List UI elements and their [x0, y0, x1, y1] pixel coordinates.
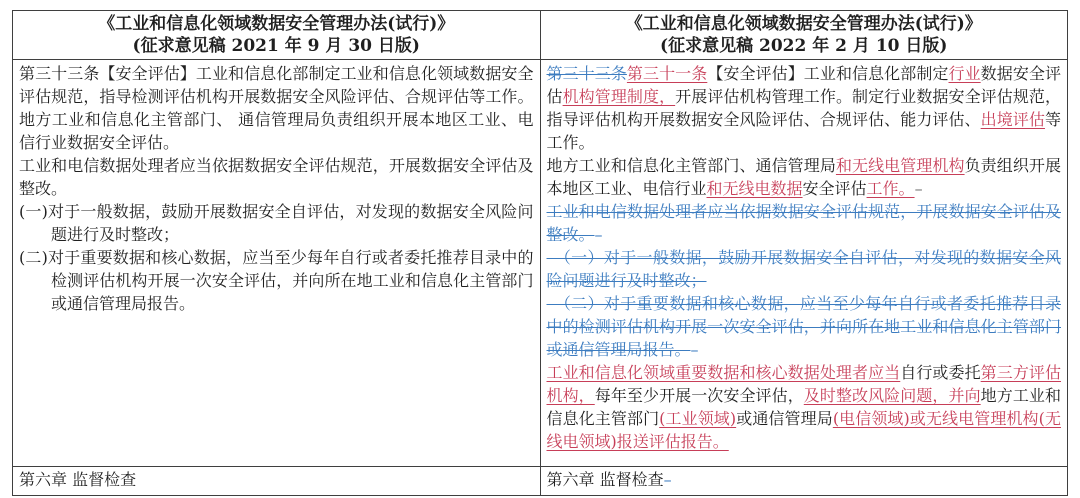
footer-row	[13, 467, 1068, 496]
deleted-text: （二）对于重要数据和核心数据，应当至少每年自行或者委托推荐目录中的检测评估机构开展一次安全评估，并向所在地工业和信息化主管部门或通信管理局报告。	[546, 294, 1061, 359]
footer-cell-old-version	[13, 467, 541, 496]
inserted-text: 第三十一条	[626, 64, 708, 83]
plain-text: 地方工业和信息化主管部门、通信管理局	[546, 156, 836, 175]
inserted-text: (电信领域)或无线电管理机构(无线电领域)报送评估报告。	[546, 409, 1061, 451]
paragraph	[19, 154, 534, 200]
revision-mark: –	[914, 179, 923, 198]
paragraph	[547, 200, 1062, 246]
footer-cell-new-version	[540, 467, 1068, 496]
inserted-text: 工作。	[866, 179, 915, 198]
plain-text: 每年至少开展一次安全评估，	[594, 386, 804, 405]
plain-text: 安全评估	[802, 179, 867, 198]
inserted-text: 及时整改风险问题，并向	[803, 386, 981, 405]
body-cell-new-version	[540, 60, 1068, 467]
doc-title-old: 《工业和信息化领域数据安全管理办法(试行)》	[98, 14, 455, 34]
revision-mark: –	[594, 225, 603, 244]
paragraph	[547, 62, 1062, 154]
paragraph	[19, 200, 534, 246]
header-cell-old-version	[13, 11, 541, 60]
revision-mark: –	[663, 470, 672, 489]
inserted-text: 机构管理制度，	[562, 87, 676, 106]
plain-text: 数据安全评估	[546, 64, 1061, 106]
plain-text: (一)对于一般数据，鼓励开展数据安全自评估，对发现的数据安全风险问题进行及时整改；	[19, 202, 534, 244]
plain-text: 第三十三条【安全评估】工业和信息化部制定工业和信息化领域数据安全评估规范，指导检测评估机构开展数据安全风险评估、合规评估等工作。地方工业和信息化主管部门、 通信管理局负责组织开展本地区工业、电信行业数据安全评估。	[19, 64, 534, 152]
paragraph	[547, 246, 1062, 292]
plain-text: 【安全评估】工业和信息化部制定	[707, 64, 949, 83]
plain-text: 自行或委托	[900, 363, 981, 382]
deleted-text: （一）对于一般数据，鼓励开展数据安全自评估，对发现的数据安全风险问题进行及时整改；	[546, 248, 1061, 290]
paragraph	[547, 361, 1062, 453]
header-cell-new-version	[540, 11, 1068, 60]
inserted-text: 和无线电管理机构	[835, 156, 965, 175]
plain-text: 负责组织开展本地区工业、电信行业	[546, 156, 1061, 198]
plain-text: 等工作。	[546, 110, 1061, 152]
paragraph	[547, 292, 1062, 361]
paragraph	[547, 154, 1062, 200]
doc-subtitle-new: (征求意见稿 2022 年 2 月 10 日版)	[660, 36, 948, 56]
inserted-text: (工业领域)	[659, 409, 737, 428]
plain-text: 第六章 监督检查	[19, 470, 137, 489]
body-row	[13, 60, 1068, 467]
deleted-text: 工业和电信数据处理者应当依据数据安全评估规范，开展数据安全评估及整改。	[546, 202, 1061, 244]
plain-text: 开展评估机构管理工作。制定行业数据安全评估规范，指导评估机构开展数据安全风险评估、合规评估、能力评估、	[546, 87, 1061, 129]
plain-text: 第六章 监督检查	[546, 470, 664, 489]
revision-mark: –	[690, 340, 699, 359]
header-row	[13, 11, 1068, 60]
body-cell-old-version	[13, 60, 541, 467]
plain-text: (二)对于重要数据和核心数据，应当至少每年自行或者委托推荐目录中的检测评估机构开展一次安全评估，并向所在地工业和信息化主管部门或通信管理局报告。	[19, 248, 534, 313]
paragraph	[19, 62, 534, 154]
inserted-text: 工业和信息化领域重要数据和核心数据处理者应当	[546, 363, 901, 382]
inserted-text: 出境评估	[980, 110, 1045, 129]
plain-text: 工业和电信数据处理者应当依据数据安全评估规范，开展数据安全评估及整改。	[19, 156, 534, 198]
doc-subtitle-old: (征求意见稿 2021 年 9 月 30 日版)	[132, 36, 420, 56]
doc-title-new: 《工业和信息化领域数据安全管理办法(试行)》	[625, 14, 982, 34]
plain-text: 或通信管理局	[736, 409, 833, 428]
deleted-text: 第三十三条	[546, 64, 627, 83]
inserted-text: 行业	[948, 64, 981, 83]
inserted-text: 和无线电数据	[706, 179, 803, 198]
paragraph	[19, 246, 534, 315]
inserted-text: 第三方评估机构，	[546, 363, 1061, 405]
comparison-table	[12, 10, 1068, 496]
plain-text: 地方工业和信息化主管部门	[546, 386, 1061, 428]
